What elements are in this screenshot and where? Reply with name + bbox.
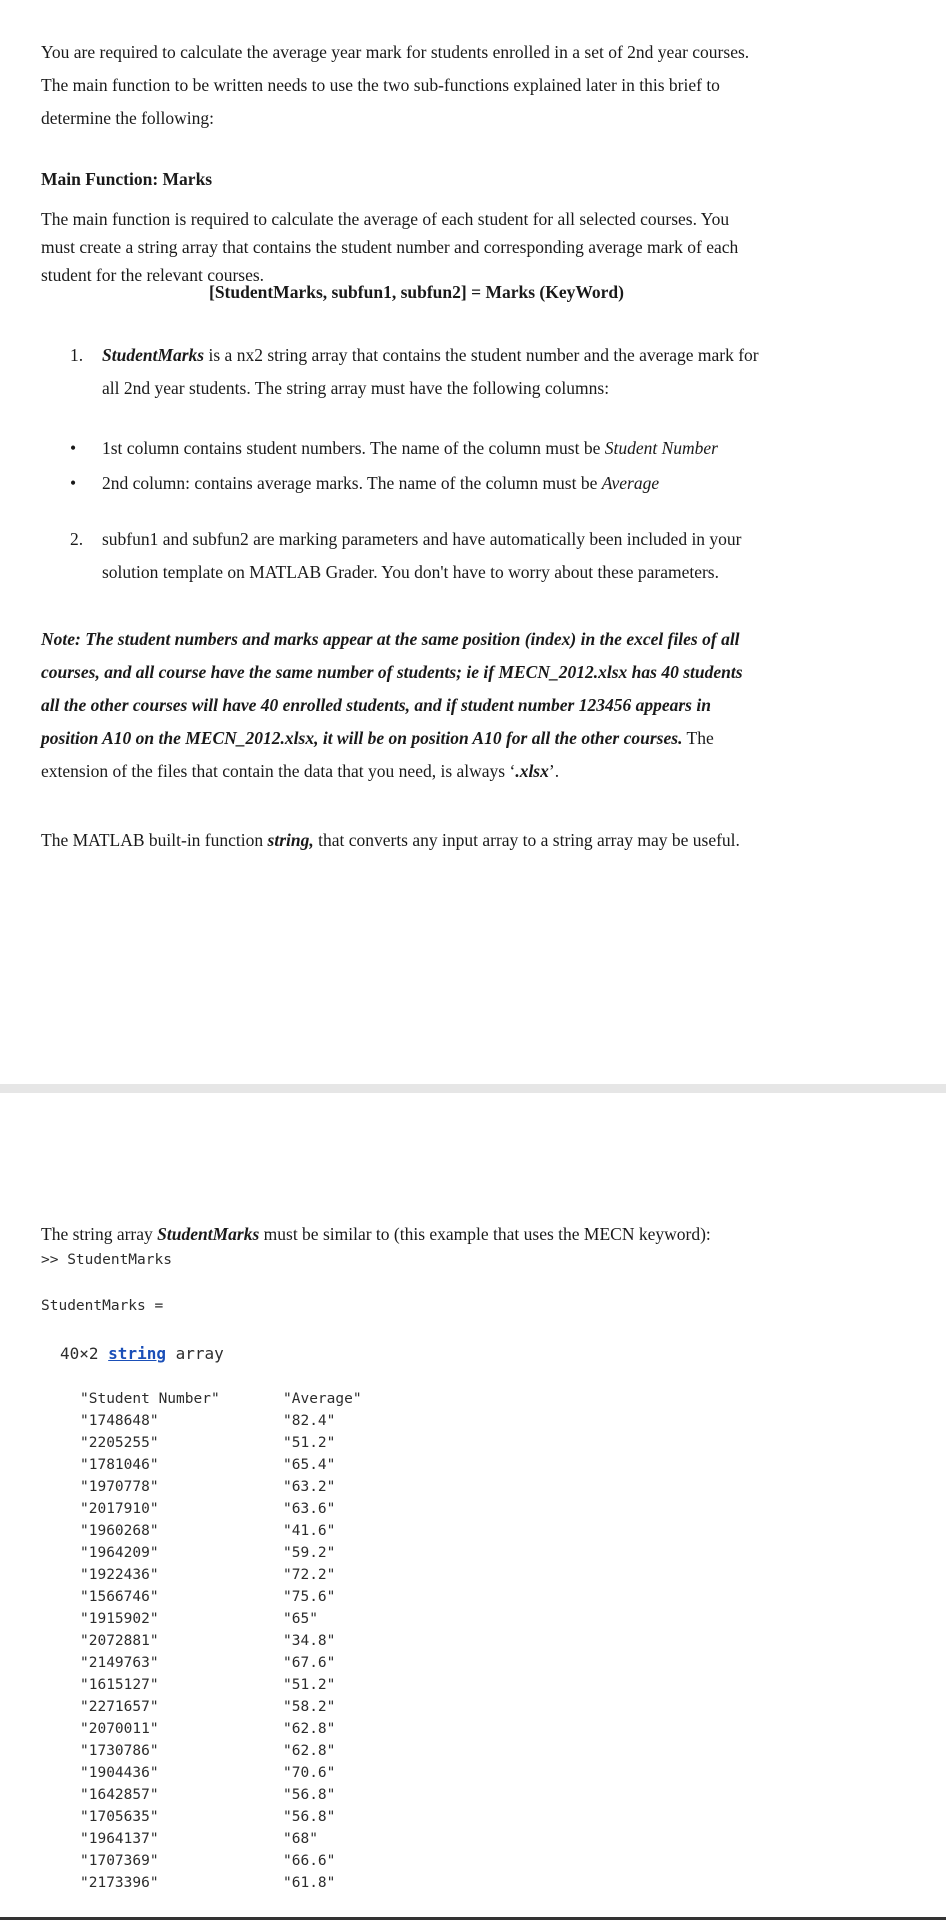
average-cell: "72.2" — [283, 1567, 336, 1583]
item2-line: subfun1 and subfun2 are marking parameters and have automatically been included in your — [102, 529, 742, 549]
main-line: student for the relevant courses. — [41, 265, 265, 285]
bullet-italic: Student Number — [604, 438, 718, 458]
average-cell: "51.2" — [283, 1677, 336, 1693]
table-row — [80, 1784, 362, 1806]
student-number-cell: "1748648" — [80, 1413, 159, 1429]
average-cell: "34.8" — [283, 1633, 336, 1649]
table-row — [80, 1718, 362, 1740]
average-cell: "58.2" — [283, 1699, 336, 1715]
list-item-2 — [70, 523, 840, 589]
bullet-icon: • — [70, 438, 77, 458]
average-cell: "63.2" — [283, 1479, 336, 1495]
table-row — [80, 1432, 362, 1454]
student-number-cell: "1615127" — [80, 1677, 159, 1693]
array-type: array — [165, 1344, 224, 1363]
table-row — [80, 1630, 362, 1652]
command-prompt: >> StudentMarks — [41, 1252, 172, 1268]
string-array-output — [80, 1388, 362, 1894]
string-array-intro — [41, 1218, 711, 1251]
table-row — [80, 1828, 362, 1850]
table-row — [80, 1498, 362, 1520]
table-header-row — [80, 1388, 362, 1410]
average-cell: "56.8" — [283, 1809, 336, 1825]
list-number: 2. — [70, 529, 84, 549]
note-text: extension of the files that contain the data that you need, is always ‘ — [41, 761, 516, 781]
average-cell: "67.6" — [283, 1655, 336, 1671]
array-size: 40×2 — [60, 1344, 109, 1363]
student-number-cell: "1705635" — [80, 1809, 159, 1825]
student-number-cell: "1970778" — [80, 1479, 159, 1495]
student-number-cell: "2271657" — [80, 1699, 159, 1715]
bullet-icon: • — [70, 473, 77, 493]
average-cell: "59.2" — [283, 1545, 336, 1561]
section-heading: Main Function: Marks — [41, 169, 213, 189]
average-cell: "68" — [283, 1831, 318, 1847]
file-extension: .xlsx — [515, 761, 549, 781]
average-cell: "75.6" — [283, 1589, 336, 1605]
page-divider — [0, 1084, 946, 1093]
average-cell: "41.6" — [283, 1523, 336, 1539]
builtin-text: The MATLAB built-in function — [41, 830, 268, 850]
student-number-cell: "1707369" — [80, 1853, 159, 1869]
table-row — [80, 1542, 362, 1564]
bullet-text: 2nd column: contains average marks. The name of the column must be — [102, 473, 602, 493]
table-row — [80, 1476, 362, 1498]
string-function-term: string, — [267, 830, 314, 850]
table-row — [80, 1608, 362, 1630]
bullet-italic: Average — [601, 473, 660, 493]
average-cell: "70.6" — [283, 1765, 336, 1781]
table-row — [80, 1762, 362, 1784]
list-item-1 — [70, 339, 840, 405]
studentmarks-term: StudentMarks — [157, 1224, 260, 1244]
student-number-cell: "1730786" — [80, 1743, 159, 1759]
builtin-function-note — [41, 824, 740, 857]
table-row — [80, 1696, 362, 1718]
column-header: "Student Number" — [80, 1391, 220, 1407]
student-number-cell: "1922436" — [80, 1567, 159, 1583]
student-number-cell: "1915902" — [80, 1611, 159, 1627]
average-cell: "51.2" — [283, 1435, 336, 1451]
function-signature: [StudentMarks, subfun1, subfun2] = Marks (KeyWord) — [209, 282, 624, 302]
list-number: 1. — [70, 345, 84, 365]
intro-line: You are required to calculate the average year mark for students enrolled in a set of 2nd year courses. — [41, 42, 750, 62]
note-line: courses, and all course have the same number of students; ie if MECN_2012.xlsx has 40 students — [41, 662, 743, 682]
note-text: ’. — [548, 761, 560, 781]
item2-line: solution template on MATLAB Grader. You don't have to worry about these parameters. — [102, 562, 719, 582]
table-row — [80, 1586, 362, 1608]
student-number-cell: "2070011" — [80, 1721, 159, 1737]
note-line: all the other courses will have 40 enrolled students, and if student number 123456 appears in — [41, 695, 711, 715]
table-row — [80, 1740, 362, 1762]
item1-text-line2: all 2nd year students. The string array must have the following columns: — [102, 378, 610, 398]
average-cell: "61.8" — [283, 1875, 336, 1891]
student-number-cell: "2205255" — [80, 1435, 159, 1451]
average-cell: "65" — [283, 1611, 318, 1627]
student-number-cell: "2149763" — [80, 1655, 159, 1671]
item1-text: is a nx2 string array that contains the student number and the average mark for — [204, 345, 759, 365]
main-function-paragraph — [41, 205, 841, 289]
student-number-cell: "1964137" — [80, 1831, 159, 1847]
note-line: position A10 on the MECN_2012.xlsx, it will be on position A10 for all the other courses. — [41, 728, 683, 748]
table-row — [80, 1872, 362, 1894]
studentmarks-term: StudentMarks — [102, 345, 205, 365]
student-number-cell: "1781046" — [80, 1457, 159, 1473]
main-line: must create a string array that contains the student number and corresponding average mark of each — [41, 237, 739, 257]
average-cell: "56.8" — [283, 1787, 336, 1803]
table-row — [80, 1652, 362, 1674]
student-number-cell: "2017910" — [80, 1501, 159, 1517]
student-number-cell: "1904436" — [80, 1765, 159, 1781]
sa-text: The string array — [41, 1224, 158, 1244]
intro-line: The main function to be written needs to use the two sub-functions explained later in this brief to — [41, 75, 720, 95]
intro-paragraph — [41, 36, 841, 135]
student-number-cell: "1964209" — [80, 1545, 159, 1561]
builtin-text: that converts any input array to a string array may be useful. — [313, 830, 740, 850]
average-cell: "82.4" — [283, 1413, 336, 1429]
average-cell: "62.8" — [283, 1743, 336, 1759]
table-row — [80, 1850, 362, 1872]
table-row — [80, 1454, 362, 1476]
column-header: "Average" — [283, 1391, 362, 1407]
note-paragraph — [41, 623, 841, 788]
average-cell: "65.4" — [283, 1457, 336, 1473]
variable-output-label: StudentMarks = — [41, 1298, 164, 1314]
table-row — [80, 1564, 362, 1586]
average-cell: "62.8" — [283, 1721, 336, 1737]
table-row — [80, 1520, 362, 1542]
average-cell: "63.6" — [283, 1501, 336, 1517]
note-line: Note: The student numbers and marks appear at the same position (index) in the excel files of all — [41, 629, 740, 649]
note-text: The — [682, 728, 714, 748]
array-size-line — [60, 1344, 224, 1363]
average-cell: "66.6" — [283, 1853, 336, 1869]
bullet-text: 1st column contains student numbers. The name of the column must be — [102, 438, 605, 458]
table-row — [80, 1806, 362, 1828]
string-doc-link[interactable]: string — [108, 1344, 166, 1363]
student-number-cell: "1960268" — [80, 1523, 159, 1539]
table-row — [80, 1674, 362, 1696]
student-number-cell: "2072881" — [80, 1633, 159, 1649]
main-line: The main function is required to calculate the average of each student for all selected courses. You — [41, 209, 730, 229]
sa-text: must be similar to (this example that uses the MECN keyword): — [259, 1224, 711, 1244]
student-number-cell: "1566746" — [80, 1589, 159, 1605]
intro-line: determine the following: — [41, 108, 215, 128]
table-row — [80, 1410, 362, 1432]
student-number-cell: "2173396" — [80, 1875, 159, 1891]
student-number-cell: "1642857" — [80, 1787, 159, 1803]
